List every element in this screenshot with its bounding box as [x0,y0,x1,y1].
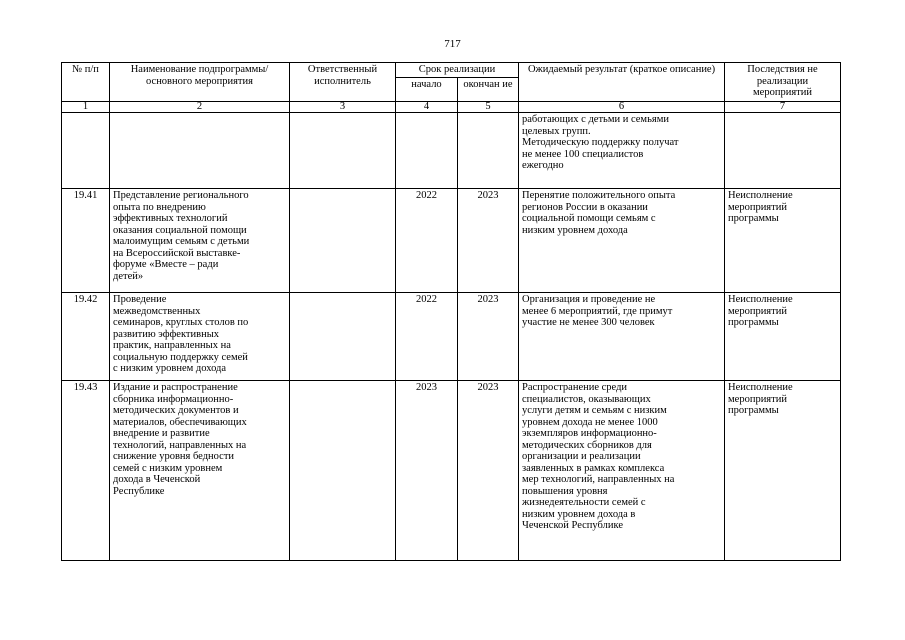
row-end [458,113,519,189]
header-responsible: Ответственный исполнитель [290,63,396,102]
row-number: 19.43 [62,381,110,561]
row-responsible [290,381,396,561]
row-consequence-text: Неисполнение мероприятий программы [728,294,793,328]
row-number: 19.42 [62,293,110,381]
row-name [110,381,290,561]
column-number: 6 [519,102,725,113]
table-row [62,113,841,189]
column-number: 7 [725,102,841,113]
header-consequence: Последствия не реализации мероприятий [725,63,841,102]
row-name [110,113,290,189]
row-result-text: Организация и проведение не менее 6 мероприятий, где примут участие не менее 300 человек [522,294,673,328]
row-number [62,113,110,189]
row-responsible [290,293,396,381]
table-row [62,189,841,293]
row-result-text: Распространение среди специалистов, оказывающих услуги детям и семьям с низким уровнем дохода не менее 1000 экземпляров информационно- методических сборников для организации и реализации заявленных в рамках комплекса мер технологий, направленных на повышения уровня жизнедеятельности семей с низким уровнем дохода в Чеченской Республике [522,382,675,531]
row-start: 2022 [396,293,458,381]
row-start [396,113,458,189]
row-start: 2023 [396,381,458,561]
row-name-text: Представление регионального опыта по внедрению эффективных технологий оказания социальной помощи малоимущим семьям с детьми на Всероссийской выставке- форуме «Вместе – ради детей» [113,190,250,282]
header-end: окончан ие [458,78,519,102]
row-responsible [290,189,396,293]
row-name [110,293,290,381]
row-consequence [725,381,841,561]
column-number: 5 [458,102,519,113]
row-consequence-text: Неисполнение мероприятий программы [728,382,793,416]
header-period: Срок реализации [396,63,519,78]
row-end: 2023 [458,189,519,293]
table-row [62,381,841,561]
row-responsible [290,113,396,189]
row-number: 19.41 [62,189,110,293]
column-number: 4 [396,102,458,113]
row-consequence [725,113,841,189]
column-number: 3 [290,102,396,113]
row-result [519,381,725,561]
row-name-text: Издание и распространение сборника информационно- методических документов и материалов, обеспечивающих внедрение и развитие технологий, направленных на снижение уровня бедности семей с низким уровнем дохода в Чеченской Республике [113,382,247,497]
header-name: Наименование подпрограммы/ основного мероприятия [110,63,290,102]
header-start: начало [396,78,458,102]
header-number: № п/п [62,63,110,102]
row-result-text: работающих с детьми и семьями целевых групп. Методическую поддержку получат не менее 100 специалистов ежегодно [522,114,679,171]
row-consequence [725,293,841,381]
row-name-text: Проведение межведомственных семинаров, круглых столов по развитию эффективных практик, направленных на социальную поддержку семей с низким уровнем дохода [113,294,249,374]
page-number: 717 [444,38,461,50]
row-result [519,113,725,189]
program-measures-table [61,62,841,561]
row-consequence-text: Неисполнение мероприятий программы [728,190,793,224]
row-name [110,189,290,293]
row-end: 2023 [458,293,519,381]
row-result-text: Перенятие положительного опыта регионов России в оказании социальной помощи семьям с низким уровнем дохода [522,190,676,236]
header-result: Ожидаемый результат (краткое описание) [519,63,725,102]
row-start: 2022 [396,189,458,293]
column-number: 1 [62,102,110,113]
row-result [519,189,725,293]
column-number: 2 [110,102,290,113]
row-result [519,293,725,381]
row-end: 2023 [458,381,519,561]
row-consequence [725,189,841,293]
table-row [62,293,841,381]
